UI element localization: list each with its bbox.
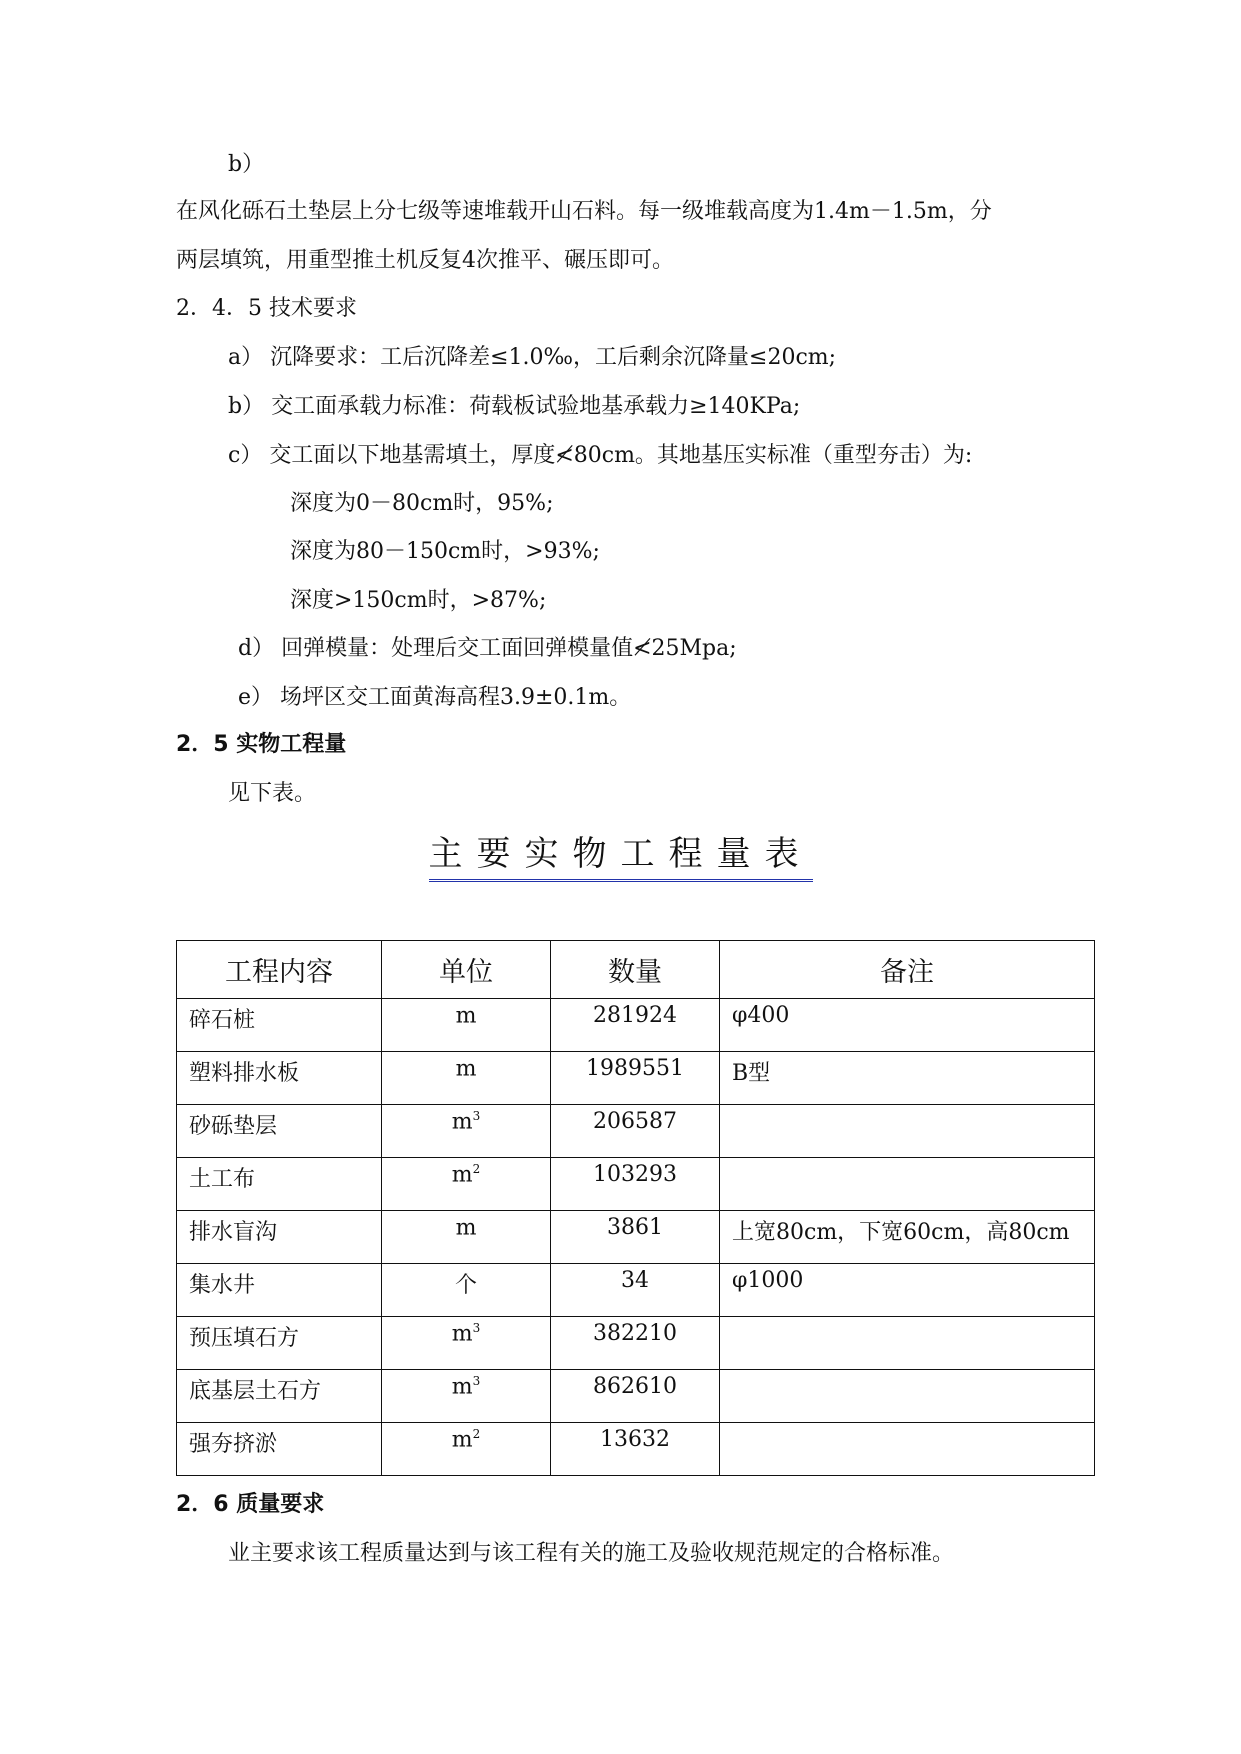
table-row [177, 1211, 1095, 1264]
cell-note: φ400 [720, 999, 1095, 1052]
cell-quantity: 103293 [551, 1158, 720, 1211]
cell-name: 预压填石方 [177, 1317, 382, 1370]
cell-quantity: 862610 [551, 1370, 720, 1423]
table-row [177, 1423, 1095, 1476]
cell-unit: m [382, 999, 551, 1052]
section-heading-2-4-5: 2．4．5 技术要求 [176, 296, 357, 321]
column-header: 数量 [551, 941, 720, 999]
cell-note: φ1000 [720, 1264, 1095, 1317]
table-title: 主要实物工程量表 [0, 826, 1241, 882]
column-header: 备注 [720, 941, 1095, 999]
cell-name: 塑料排水板 [177, 1052, 382, 1105]
cell-note [720, 1317, 1095, 1370]
paragraph-text: 业主要求该工程质量达到与该工程有关的施工及验收规范规定的合格标准。 [228, 1541, 955, 1566]
column-header: 工程内容 [177, 941, 382, 999]
paragraph-text: 两层填筑，用重型推土机反复4次推平、碾压即可。 [176, 248, 674, 273]
section-heading-2-5: 2．5 实物工程量 [176, 732, 347, 757]
depth-standard-3: 深度>150cm时，>87%; [290, 588, 547, 613]
cell-quantity: 34 [551, 1264, 720, 1317]
requirement-d: d） 回弹模量：处理后交工面回弹模量值≮25Mpa; [238, 636, 737, 661]
depth-standard-2: 深度为80－150cm时，>93%; [290, 539, 600, 564]
table-row [177, 1370, 1095, 1423]
paragraph-text: 在风化砾石土垫层上分七级等速堆载开山石料。每一级堆载高度为1.4m－1.5m，分 [176, 199, 992, 224]
table-row [177, 1317, 1095, 1370]
requirement-a: a） 沉降要求：工后沉降差≤1.0‰，工后剩余沉降量≤20cm; [228, 345, 837, 370]
cell-name: 排水盲沟 [177, 1211, 382, 1264]
paragraph-label-b: b） [228, 152, 265, 177]
cell-note [720, 1423, 1095, 1476]
cell-name: 砂砾垫层 [177, 1105, 382, 1158]
quantity-table [176, 940, 1095, 1476]
cell-unit: $m^2$ [382, 1158, 551, 1211]
cell-name: 底基层土石方 [177, 1370, 382, 1423]
cell-unit: $m^3$ [382, 1317, 551, 1370]
table-header-row [177, 941, 1095, 999]
cell-quantity: 382210 [551, 1317, 720, 1370]
paragraph-text: 见下表。 [228, 781, 317, 806]
requirement-e: e） 场坪区交工面黄海高程3.9±0.1m。 [238, 685, 632, 710]
cell-note [720, 1105, 1095, 1158]
cell-unit: m [382, 1052, 551, 1105]
cell-quantity: 1989551 [551, 1052, 720, 1105]
requirement-b: b） 交工面承载力标准：荷载板试验地基承载力≥140KPa; [228, 394, 801, 419]
cell-name: 集水井 [177, 1264, 382, 1317]
cell-note: B型 [720, 1052, 1095, 1105]
column-header: 单位 [382, 941, 551, 999]
section-heading-2-6: 2．6 质量要求 [176, 1492, 325, 1517]
cell-quantity: 3861 [551, 1211, 720, 1264]
cell-quantity: 281924 [551, 999, 720, 1052]
cell-unit: 个 [382, 1264, 551, 1317]
cell-name: 强夯挤淤 [177, 1423, 382, 1476]
cell-quantity: 206587 [551, 1105, 720, 1158]
cell-unit: m [382, 1211, 551, 1264]
cell-name: 土工布 [177, 1158, 382, 1211]
table-row [177, 1105, 1095, 1158]
cell-unit: $m^3$ [382, 1370, 551, 1423]
requirement-c: c） 交工面以下地基需填土，厚度≮80cm。其地基压实标准（重型夯击）为: [228, 443, 973, 468]
cell-unit: $m^2$ [382, 1423, 551, 1476]
cell-quantity: 13632 [551, 1423, 720, 1476]
table-row [177, 1052, 1095, 1105]
cell-unit: $m^3$ [382, 1105, 551, 1158]
table-row [177, 1158, 1095, 1211]
cell-note [720, 1370, 1095, 1423]
table-row [177, 999, 1095, 1052]
cell-name: 碎石桩 [177, 999, 382, 1052]
cell-note [720, 1158, 1095, 1211]
table-row [177, 1264, 1095, 1317]
depth-standard-1: 深度为0－80cm时，95%; [290, 491, 554, 516]
cell-note: 上宽80cm，下宽60cm，高80cm [720, 1211, 1095, 1264]
